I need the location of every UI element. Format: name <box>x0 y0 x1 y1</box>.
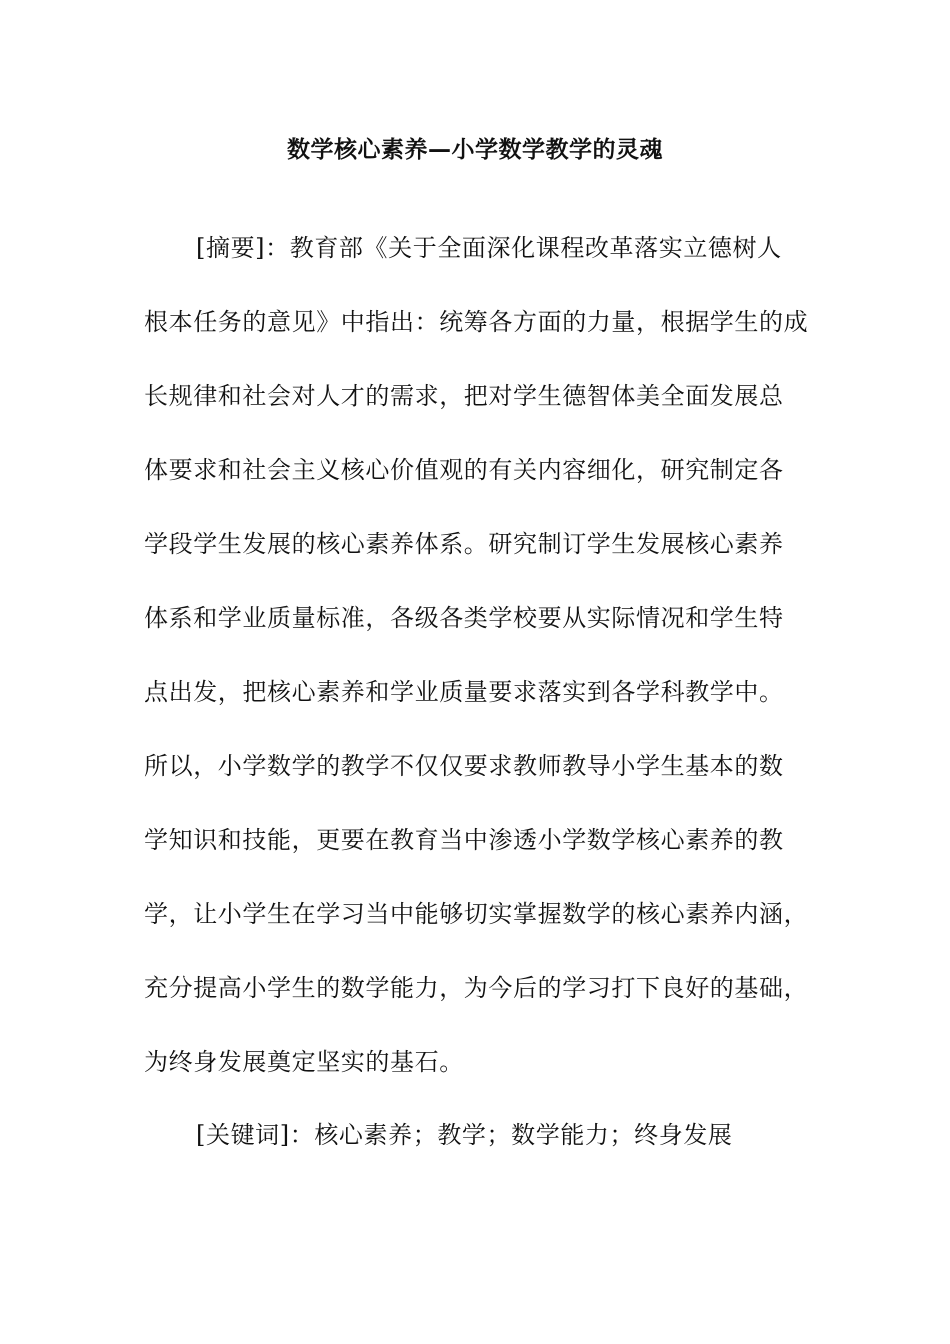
abstract-line: 学段学生发展的核心素养体系。研究制订学生发展核心素养 <box>144 530 784 558</box>
abstract-line: 点出发，把核心素养和学业质量要求落实到各学科教学中。 <box>144 678 784 706</box>
keywords-line: [关键词]：核心素养；教学；数学能力；终身发展 <box>196 1121 733 1149</box>
abstract-line: 体要求和社会主义核心价值观的有关内容细化，研究制定各 <box>144 456 784 484</box>
abstract-line: 学知识和技能，更要在教育当中渗透小学数学核心素养的教 <box>144 826 784 854</box>
abstract-line: [摘要]：教育部《关于全面深化课程改革落实立德树人 <box>196 234 782 262</box>
abstract-line: 长规律和社会对人才的需求，把对学生德智体美全面发展总 <box>144 382 784 410</box>
abstract-line: 体系和学业质量标准，各级各类学校要从实际情况和学生特 <box>144 604 784 632</box>
abstract-paragraph <box>144 227 808 1115</box>
abstract-line: 所以，小学数学的教学不仅仅要求教师教导小学生基本的数 <box>144 752 784 780</box>
document-title: 数学核心素养—小学数学教学的灵魂 <box>287 137 663 163</box>
abstract-line: 充分提高小学生的数学能力，为今后的学习打下良好的基础， <box>144 974 809 1002</box>
abstract-line: 学，让小学生在学习当中能够切实掌握数学的核心素养内涵， <box>144 900 809 928</box>
abstract-line: 为终身发展奠定坚实的基石。 <box>144 1048 464 1076</box>
abstract-line: 根本任务的意见》中指出：统筹各方面的力量，根据学生的成 <box>144 308 809 336</box>
